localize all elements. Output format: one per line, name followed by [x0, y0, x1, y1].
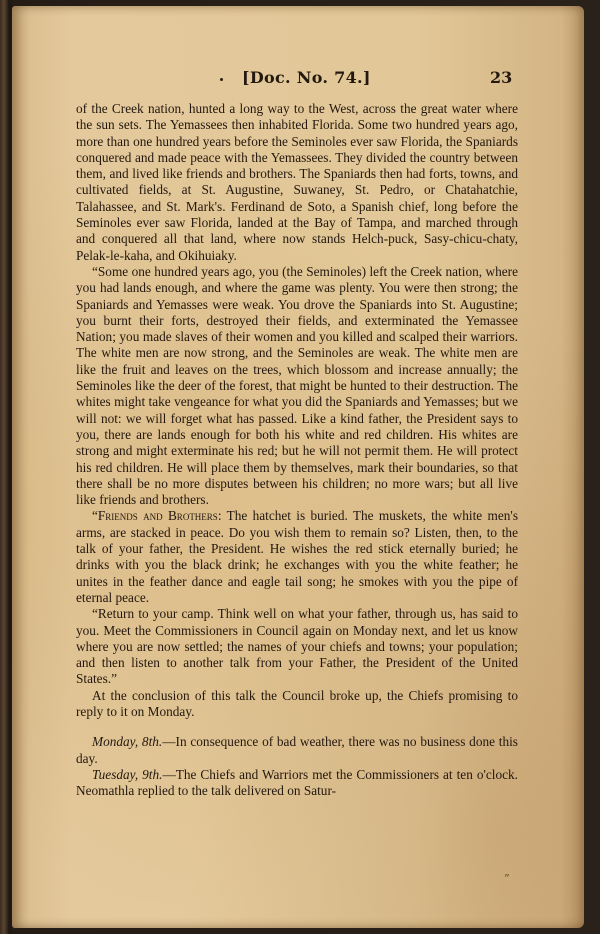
entry-text: —In consequence of bad weather, there was no business done this day.	[76, 734, 518, 766]
entry-date: Monday, 8th.	[92, 734, 163, 750]
stray-ink-mark: ”	[504, 872, 510, 885]
paragraph: “Return to your camp. Think well on what your father, through us, has said to you. Meet the Commissioners in Council again on Monday next, and let us know where you are now settled; the names of your chiefs and towns; your population; and then listen to another talk from your Father, the President of the United States.”	[76, 606, 518, 687]
paragraph-body: The hatchet is buried. The muskets, the white men's arms, are stacked in peace. Do you wish them to remain so? Listen, then, to the talk of your father, the President. He wishes the red stick eternally buried; he drinks with you the black drink; he exchanges with you the white feather; he unites in the feather dance and eagle tail song; he smokes with you the pipe of eternal peace.	[76, 508, 518, 605]
paragraph: of the Creek nation, hunted a long way to the West, across the great water where the sun sets. The Yemassees then inhabited Florida. Some two hundred years ago, more than one hundred years before the Seminoles ever saw Florida, the Spaniards conquered and made peace with the Yemassees. They divided the country between them, and lived like friends and brothers. The Spaniards then had forts, towns, and cultivated fields, at St. Augustine, Suwaney, St. Pedro, or Chatahatchie, Talahassee, and St. Mark's. Ferdinand de Soto, a Spanish chief, long before the Seminoles ever saw Florida, landed at the Bay of Tampa, and marched through and conquered all that land, where now stands Helch-puck, Sasy-chicu-chaty, Pelak-le-kaha, and Okihuiaky.	[76, 101, 518, 263]
journal-entry	[76, 767, 518, 800]
page-number: 23	[490, 68, 513, 87]
paragraph	[76, 508, 518, 606]
entry-date: Tuesday, 9th.	[92, 766, 163, 782]
header-dot	[220, 78, 223, 81]
spacer	[76, 720, 518, 734]
journal-entry	[76, 734, 518, 767]
document-page	[12, 6, 584, 928]
salutation: “Friends and Brothers:	[92, 508, 222, 524]
paragraph: At the conclusion of this talk the Council broke up, the Chiefs promising to reply to it on Monday.	[76, 687, 518, 719]
body-text	[76, 101, 518, 799]
entry-text: —The Chiefs and Warriors met the Commissioners at ten o'clock. Neomathla replied to the talk delivered on Satur-	[76, 766, 518, 799]
document-label: [Doc. No. 74.]	[242, 68, 371, 87]
paragraph: “Some one hundred years ago, you (the Seminoles) left the Creek nation, where you had lands enough, and where the game was plenty. You were then strong; the Spaniards and Yemasses were weak. You drove the Spaniards into St. Augustine; you burnt their forts, destroyed their fields, and exterminated the Yemassee Nation; you made slaves of their women and you killed and scalped their warriors. The white men are now strong, and the Seminoles are weak. The white men are like the fruit and leaves on the trees, which blossom and increase annually; the Seminoles like the deer of the forest, that might be hunted to their destruction. The whites might take vengeance for what you did the Spaniards and Yemasses; but we will not: we will forget what has passed. Like a kind father, the President says to you, there are lands enough for both his white and red children. His whites are strong and might exterminate his red; but he will not permit them. He will protect his red children. He will place them by themselves, mark their boundaries, so that there shall be no more disputes between his children; no more wars; but all live like friends and brothers.	[76, 263, 518, 508]
page-header	[12, 68, 584, 92]
